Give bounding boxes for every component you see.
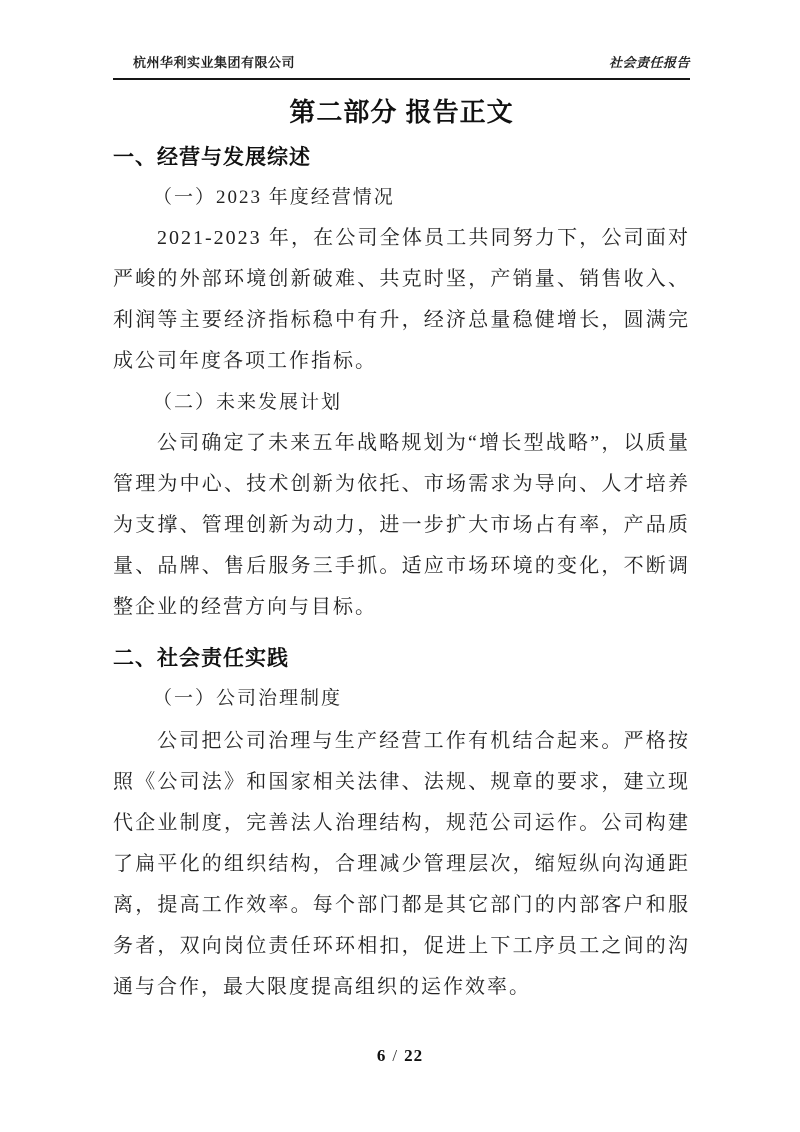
subsection-heading-1-2: （二）未来发展计划 — [153, 392, 343, 413]
section-heading-1: 一、经营与发展综述 — [113, 146, 311, 169]
page-footer — [0, 1046, 800, 1066]
subsection-heading-1-1: （一）2023 年度经营情况 — [153, 187, 395, 208]
page-content — [113, 52, 690, 1008]
header-company-name: 杭州华利实业集团有限公司 — [133, 55, 296, 70]
page-number-total: 22 — [404, 1046, 424, 1065]
paragraph-governance: 公司把公司治理与生产经营工作有机结合起来。严格按照《公司法》和国家相关法律、法规、规章的要求，建立现代企业制度，完善法人治理结构，规范公司运作。公司构建了扁平化的组织结构，合理减少管理层次，缩短纵向沟通距离，提高工作效率。每个部门都是其它部门的内部客户和服务者，双向岗位责任环环相扣，促进上下工序员工之间的沟通与合作，最大限度提高组织的运作效率。 — [113, 730, 690, 998]
header-report-title: 社会责任报告 — [608, 55, 690, 70]
page-title: 第二部分 报告正文 — [289, 97, 514, 127]
page-number-separator: / — [392, 1046, 399, 1065]
section-heading-2: 二、社会责任实践 — [113, 647, 289, 670]
paragraph-operating-results: 2021-2023 年，在公司全体员工共同努力下，公司面对严峻的外部环境创新破难、共克时坚，产销量、销售收入、利润等主要经济指标稳中有升，经济总量稳健增长，圆满完成公司年度各项工作指标。 — [113, 227, 690, 372]
running-header — [113, 52, 690, 80]
page-number-current: 6 — [376, 1046, 387, 1065]
paragraph-future-plan: 公司确定了未来五年战略规划为“增长型战略”，以质量管理为中心、技术创新为依托、市场需求为导向、人才培养为支撑、管理创新为动力，进一步扩大市场占有率，产品质量、品牌、售后服务三手抓。适应市场环境的变化，不断调整企业的经营方向与目标。 — [113, 432, 690, 618]
subsection-heading-2-1: （一）公司治理制度 — [153, 688, 343, 709]
